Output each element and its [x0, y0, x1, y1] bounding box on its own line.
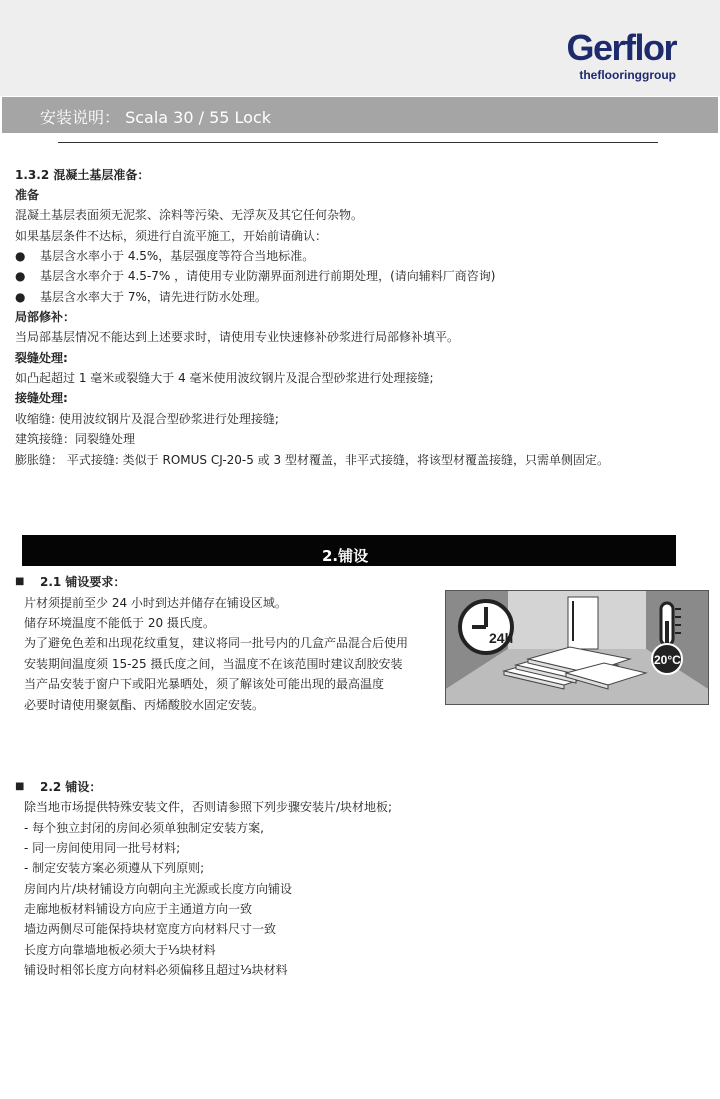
- square-bullet-icon: ■: [15, 576, 25, 587]
- sub-21-line: 当产品安装于窗户下或阳光暴晒处，须了解该处可能出现的最高温度: [24, 677, 385, 691]
- local-repair-label: 局部修补：: [15, 310, 76, 324]
- section-2-title: 2.铺设: [322, 547, 369, 565]
- sub-21-line: 片材须提前至少 24 小时到达并储存在铺设区域。: [24, 596, 287, 610]
- header-bar: [0, 0, 720, 96]
- sub-22-line: - 每个独立封闭的房间必须单独制定安装方案,: [24, 821, 264, 835]
- prep-line: 如果基层条件不达标，须进行自流平施工，开始前请确认：: [15, 229, 328, 243]
- joint-line: 收缩缝: 使用波纹钢片及混合型砂浆进行处理接缝;: [15, 412, 279, 426]
- sub-21-line: 安装期间温度须 15-25 摄氏度之间，当温度不在该范围时建议刮胶安装: [24, 657, 403, 671]
- sub-22-line: 走廊地板材料铺设方向应于主通道方向一致: [24, 902, 253, 916]
- logo-brand: Gerflor: [566, 27, 676, 68]
- sub-22-title: 2.2 铺设：: [40, 780, 102, 794]
- sub-21-title: 2.1 铺设要求：: [40, 575, 126, 589]
- bullet-item: 基层含水率大于 7%，请先进行防水处理。: [40, 290, 267, 304]
- logo-tagline: theflooringgroup: [579, 68, 676, 82]
- sub-22-line: 长度方向靠墙地板必须大于⅓块材料: [24, 943, 216, 957]
- sub-21-line: 必要时请使用聚氨酯、丙烯酸胶水固定安装。: [24, 698, 265, 712]
- joint-label: 接缝处理:: [15, 391, 68, 405]
- sub-22-line: 除当地市场提供特殊安装文件，否则请参照下列步骤安装片/块材地板;: [24, 800, 393, 814]
- bullet-item: 基层含水率小于 4.5%，基层强度等符合当地标准。: [40, 249, 315, 263]
- room-illustration: [446, 591, 708, 704]
- clock-label: 24h: [489, 630, 514, 646]
- sub-22-line: - 制定安装方案必须遵从下列原则;: [24, 861, 205, 875]
- divider: [58, 142, 658, 143]
- local-repair-text: 当局部基层情况不能达到上述要求时，请使用专业快速修补砂浆进行局部修补填平。: [15, 330, 460, 344]
- section-2-bar: [22, 535, 676, 566]
- sub-22-line: - 同一房间使用同一批号材料;: [24, 841, 181, 855]
- page-title: 安装说明： Scala 30 / 55 Lock: [40, 108, 272, 127]
- sub-21-line: 储存环境温度不能低于 20 摄氏度。: [24, 616, 215, 630]
- joint-line: 建筑接缝：同裂缝处理: [15, 432, 136, 446]
- square-bullet-icon: ■: [15, 781, 25, 792]
- gerflor-logo: [566, 27, 676, 82]
- temp-label: 20°C: [654, 653, 681, 667]
- sub-22-line: 墙边两侧尽可能保持块材宽度方向材料尺寸一致: [24, 922, 277, 936]
- sub-22-line: 房间内片/块材铺设方向朝向主光源或长度方向铺设: [24, 882, 293, 896]
- title-bar: [2, 97, 718, 133]
- prep-line: 混凝土基层表面须无泥浆、涂料等污染、无浮灰及其它任何杂物。: [15, 208, 364, 222]
- section-132-title: 1.3.2 混凝土基层准备：: [15, 168, 150, 182]
- bullet-item: 基层含水率介于 4.5-7% ，请使用专业防潮界面剂进行前期处理，(请向辅料厂商咨询): [40, 269, 496, 283]
- bullet-dot: ●: [15, 269, 26, 283]
- sub-22-line: 铺设时相邻长度方向材料必须偏移且超过⅓块材料: [24, 963, 288, 977]
- crack-label: 裂缝处理:: [15, 351, 68, 365]
- bullet-dot: ●: [15, 290, 26, 304]
- prep-label: 准备: [15, 188, 40, 202]
- sub-21-line: 为了避免色差和出现花纹重复，建议将同一批号内的几盒产品混合后使用: [24, 636, 409, 650]
- bullet-dot: ●: [15, 249, 26, 263]
- crack-text: 如凸起超过 1 毫米或裂缝大于 4 毫米使用波纹钢片及混合型砂浆进行处理接缝;: [15, 371, 434, 385]
- storage-illustration: [445, 590, 709, 705]
- joint-line: 膨胀缝： 平式接缝: 类似于 ROMUS CJ-20-5 或 3 型材覆盖，非平式接缝，将该型材覆盖接缝，只需单侧固定。: [15, 453, 609, 467]
- clock-24h-icon: [460, 601, 513, 653]
